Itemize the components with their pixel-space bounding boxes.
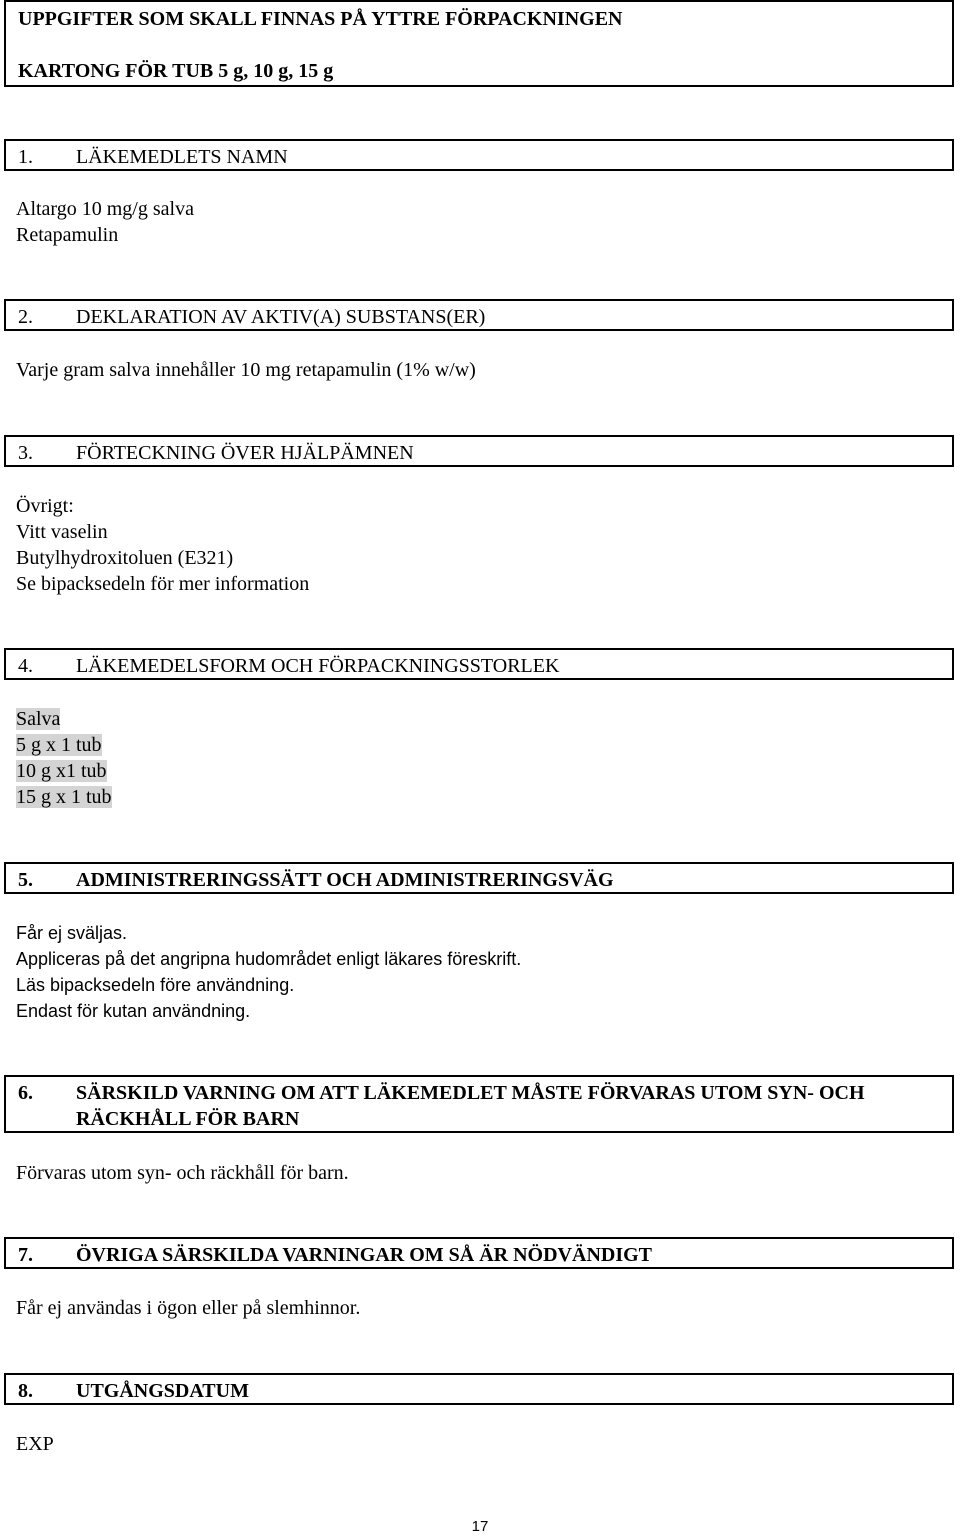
- document-header: [4, 0, 954, 87]
- body-line: Altargo 10 mg/g salva: [16, 198, 194, 220]
- section-3-heading: [4, 435, 954, 467]
- header-title: UPPGIFTER SOM SKALL FINNAS PÅ YTTRE FÖRPACKNINGEN: [18, 8, 623, 30]
- section-title: ADMINISTRERINGSSÄTT OCH ADMINISTRERINGSVÄG: [76, 869, 614, 891]
- section-title: FÖRTECKNING ÖVER HJÄLPÄMNEN: [76, 442, 414, 464]
- section-2-body: [16, 357, 476, 383]
- section-title: LÄKEMEDLETS NAMN: [76, 146, 288, 168]
- section-6-heading: [4, 1075, 954, 1133]
- section-8-body: [16, 1431, 54, 1457]
- section-5-heading: [4, 862, 954, 894]
- section-1-heading: [4, 139, 954, 171]
- body-line: Retapamulin: [16, 224, 119, 246]
- section-number: 3.: [18, 442, 33, 464]
- section-number: 2.: [18, 306, 33, 328]
- body-line: Får ej användas i ögon eller på slemhinnor.: [16, 1297, 361, 1319]
- section-number: 8.: [18, 1380, 33, 1402]
- section-title: SÄRSKILD VARNING OM ATT LÄKEMEDLET MÅSTE FÖRVARAS UTOM SYN- OCH RÄCKHÅLL FÖR BARN: [76, 1082, 865, 1130]
- section-7-heading: [4, 1237, 954, 1269]
- body-line: Förvaras utom syn- och räckhåll för barn.: [16, 1162, 349, 1184]
- section-8-heading: [4, 1373, 954, 1405]
- section-7-body: [16, 1295, 360, 1321]
- section-title: DEKLARATION AV AKTIV(A) SUBSTANS(ER): [76, 306, 486, 328]
- page-number: 17: [471, 1518, 489, 1535]
- body-line-highlighted: 10 g x1 tub: [16, 760, 107, 782]
- body-line: Vitt vaselin: [16, 521, 108, 543]
- section-number: 5.: [18, 869, 33, 891]
- body-line-highlighted: 15 g x 1 tub: [16, 786, 112, 808]
- body-line-highlighted: 5 g x 1 tub: [16, 734, 102, 756]
- section-4-body: [16, 706, 112, 810]
- body-line: Se bipacksedeln för mer information: [16, 573, 310, 595]
- section-number: 6.: [18, 1082, 33, 1104]
- body-line: Läs bipacksedeln före användning.: [16, 975, 295, 995]
- body-line-highlighted: Salva: [16, 708, 61, 730]
- section-number: 7.: [18, 1244, 33, 1266]
- section-number: 4.: [18, 655, 33, 677]
- body-line: Endast för kutan användning.: [16, 1001, 251, 1021]
- section-1-body: [16, 196, 194, 248]
- section-title: LÄKEMEDELSFORM OCH FÖRPACKNINGSSTORLEK: [76, 655, 560, 677]
- section-title: ÖVRIGA SÄRSKILDA VARNINGAR OM SÅ ÄR NÖDVÄNDIGT: [76, 1244, 653, 1266]
- body-line: Varje gram salva innehåller 10 mg retapamulin (1% w/w): [16, 359, 476, 381]
- section-number: 1.: [18, 146, 33, 168]
- body-line: Övrigt:: [16, 495, 74, 517]
- header-subtitle: KARTONG FÖR TUB 5 g, 10 g, 15 g: [18, 60, 334, 82]
- section-4-heading: [4, 648, 954, 680]
- section-3-body: [16, 493, 309, 597]
- section-title: UTGÅNGSDATUM: [76, 1380, 249, 1402]
- body-line: Butylhydroxitoluen (E321): [16, 547, 234, 569]
- section-5-body: [16, 920, 521, 1024]
- body-line: EXP: [16, 1433, 54, 1455]
- body-line: Får ej sväljas.: [16, 923, 128, 943]
- body-line: Appliceras på det angripna hudområdet enligt läkares föreskrift.: [16, 949, 522, 969]
- section-2-heading: [4, 299, 954, 331]
- section-6-body: [16, 1160, 349, 1186]
